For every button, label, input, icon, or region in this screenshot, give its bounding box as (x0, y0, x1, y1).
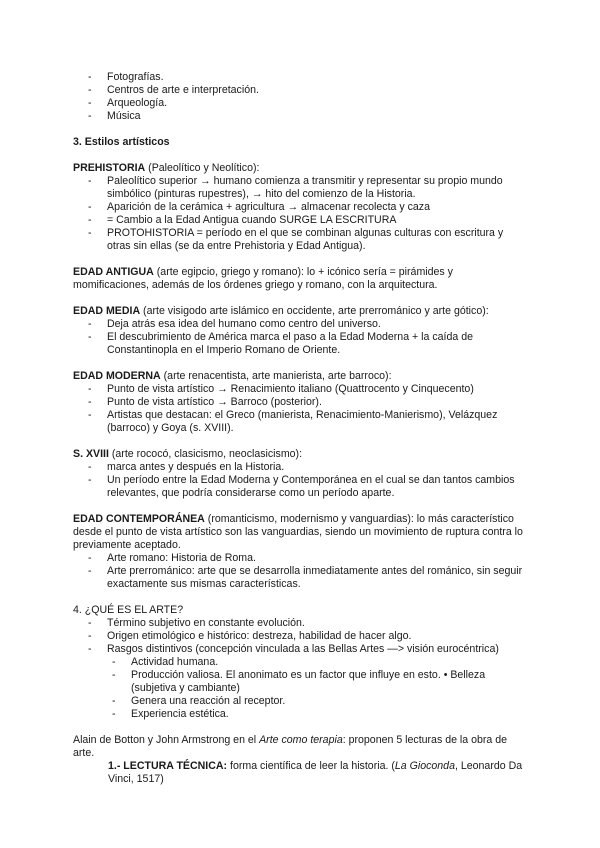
botton-paragraph (73, 734, 526, 760)
xviii-heading (73, 448, 526, 461)
list-item: - Arte romano: Historia de Roma. (107, 552, 526, 565)
antigua-paragraph (73, 266, 526, 292)
prehistoria-list (73, 175, 526, 253)
list-item: - Producción valiosa. El anonimato es un factor que influye en esto. • Belleza (subjetiva y cambiante) (131, 669, 526, 695)
contemporanea-paragraph (73, 513, 526, 552)
lectura-after: , Leonardo Da Vinci, 1517) (108, 760, 523, 785)
list-item: - El descubrimiento de América marca el paso a la Edad Moderna + la caída de Constantinopla en el Imperio Romano de Oriente. (107, 331, 526, 357)
botton-post: : proponen 5 lecturas de la obra de arte. (73, 734, 508, 759)
lectura-title: 1.- LECTURA TÉCNICA: (108, 760, 228, 772)
list-item: - = Cambio a la Edad Antigua cuando SURGE LA ESCRITURA (107, 214, 526, 227)
xviii-list (73, 461, 526, 500)
contemporanea-title: EDAD CONTEMPORÁNEA (73, 513, 205, 525)
prehistoria-subtitle: (Paleolítico y Neolítico): (145, 162, 260, 174)
media-list (73, 318, 526, 357)
list-item: - Experiencia estética. (131, 708, 526, 721)
list-item: - Paleolítico superior → humano comienza a transmitir y representar su propio mundo simbólico (pinturas rupestres), → hito del comienzo de la Historia. (107, 175, 526, 201)
list-item: - Centros de arte e interpretación. (107, 84, 526, 97)
list-item: - Punto de vista artístico → Barroco (posterior). (107, 396, 526, 409)
section-title: 3. Estilos artísticos (73, 136, 170, 148)
moderna-title: EDAD MODERNA (73, 370, 161, 382)
list-item: - Deja atrás esa idea del humano como centro del universo. (107, 318, 526, 331)
botton-pre: Alain de Botton y John Armstrong en el (73, 734, 260, 746)
contemporanea-text: (romanticismo, modernismo y vanguardias): lo más característico desde el punto de vista artístico son las vanguardias, siendo un movimiento de ruptura contra lo previamente aceptado. (73, 513, 523, 551)
list-item: - Rasgos distintivos (concepción vinculada a las Bellas Artes —> visión eurocéntrica) (107, 643, 526, 656)
list-item: - PROTOHISTORIA = período en el que se combinan algunas culturas con escritura y otras sin ellas (se da entre Prehistoria y Edad Antigua). (107, 227, 526, 253)
list-item: - Arqueología. (107, 97, 526, 110)
botton-book: Arte como terapia (259, 734, 343, 746)
section4-list (73, 617, 526, 656)
contemporanea-list (73, 552, 526, 591)
list-item: - Fotografías. (107, 71, 526, 84)
xviii-title: S. XVIII (73, 448, 109, 460)
list-item: - Origen etimológico e histórico: destreza, habilidad de hacer algo. (107, 630, 526, 643)
moderna-subtitle: (arte renacentista, arte manierista, arte barroco): (160, 370, 392, 382)
list-item: - Actividad humana. (131, 656, 526, 669)
list-item: - Artistas que destacan: el Greco (manierista, Renacimiento-Manierismo), Velázquez (barroco) y Goya (s. XVIII). (107, 409, 526, 435)
moderna-heading (73, 370, 526, 383)
list-item: - Arte prerrománico: arte que se desarrolla inmediatamente antes del románico, sin seguir exactamente sus mismas características. (107, 565, 526, 591)
media-heading (73, 305, 526, 318)
lectura-tecnica (73, 760, 526, 786)
prehistoria-heading (73, 162, 526, 175)
list-item: - Término subjetivo en constante evolución. (107, 617, 526, 630)
prehistoria-title: PREHISTORIA (73, 162, 146, 174)
list-item: - Punto de vista artístico → Renacimiento italiano (Quattrocento y Cinquecento) (107, 383, 526, 396)
media-subtitle: (arte visigodo arte islámico en occidente, arte prerrománico y arte gótico): (140, 305, 489, 317)
section4-title: 4. ¿QUÉ ES EL ARTE? (73, 604, 184, 616)
list-item: - Aparición de la cerámica + agricultura → almacenar recolecta y caza (107, 201, 526, 214)
moderna-list (73, 383, 526, 435)
section4-sublist (73, 656, 526, 721)
antigua-text: (arte egipcio, griego y romano): lo + icónico sería = pirámides y momificaciones, además de los órdenes griego y romano, con la arquitectura. (73, 266, 453, 291)
xviii-subtitle: (arte rococó, clasicismo, neoclasicismo): (108, 448, 303, 460)
antigua-title: EDAD ANTIGUA (73, 266, 154, 278)
list-item: - Música (107, 110, 526, 123)
list-item: - marca antes y después en la Historia. (107, 461, 526, 474)
lectura-work: La Gioconda (394, 760, 455, 772)
list-item: - Genera una reacción al receptor. (131, 695, 526, 708)
media-title: EDAD MEDIA (73, 305, 141, 317)
lectura-text: forma científica de leer la historia. ( (227, 760, 395, 772)
top-list (73, 71, 526, 123)
list-item: - Un período entre la Edad Moderna y Contemporánea en el cual se dan tantos cambios relevantes, que podría considerarse como un período aparte. (107, 474, 526, 500)
